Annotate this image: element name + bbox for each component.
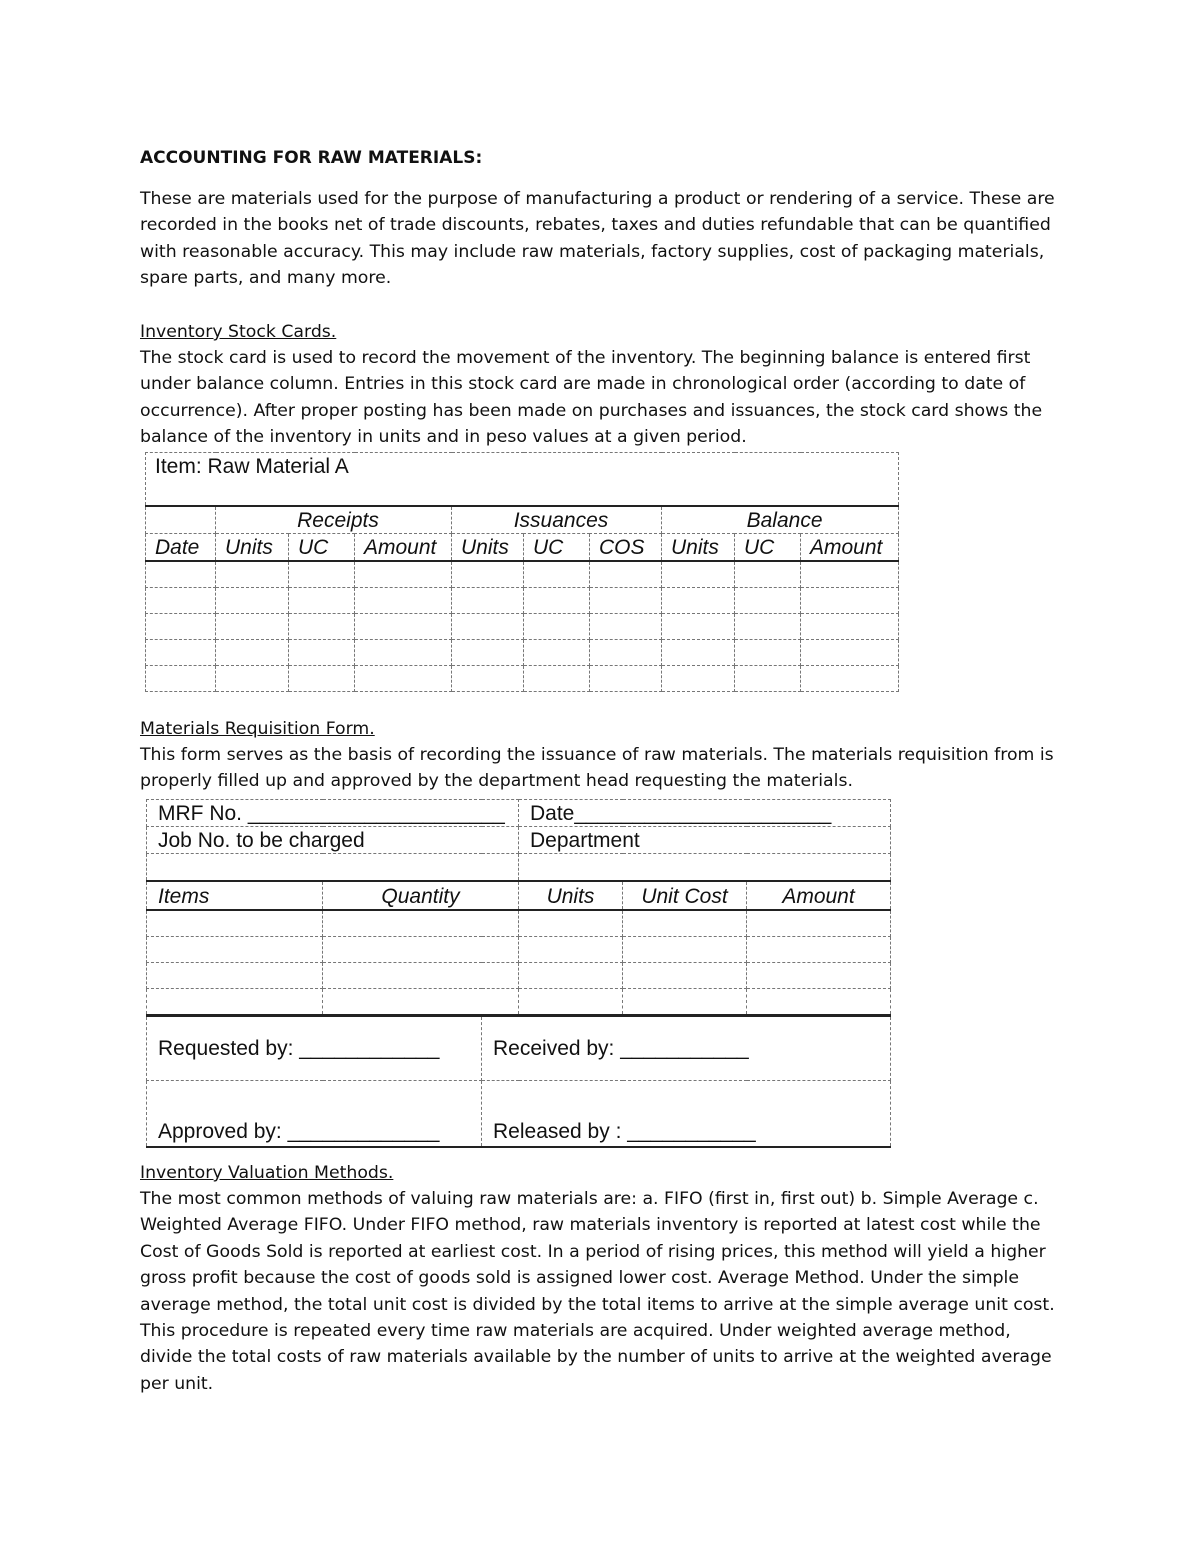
col-balance-amount: Amount <box>801 534 899 562</box>
document-title: ACCOUNTING FOR RAW MATERIALS: <box>140 148 483 168</box>
table-row <box>146 666 899 692</box>
requested-by-field: Requested by: ____________ <box>147 1016 482 1081</box>
stock-card-item-label: Item: Raw Material A <box>146 453 899 507</box>
intro-paragraph: These are materials used for the purpose of manufacturing a product or rendering of a service. These are recorded in the books net of trade discounts, rebates, taxes and duties refundable that can be quantified with reasonable accuracy. This may include raw materials, factory supplies, cost of packaging materials, spare parts, and many more. <box>140 189 1055 289</box>
department-field: Department <box>519 827 891 854</box>
col-unit-cost: Unit Cost <box>623 881 747 910</box>
mrf-blank-cell <box>519 854 891 882</box>
group-receipts: Receipts <box>216 506 452 534</box>
col-issuances-cos: COS <box>590 534 662 562</box>
table-row <box>146 561 899 588</box>
released-by-field: Released by : ___________ <box>482 1081 891 1148</box>
col-quantity: Quantity <box>323 881 519 910</box>
mrf-heading: Materials Requisition Form. <box>140 719 375 739</box>
table-row <box>146 640 899 666</box>
materials-requisition-form <box>146 799 891 1148</box>
group-issuances: Issuances <box>452 506 662 534</box>
mrf-date-field: Date______________________ <box>519 800 891 827</box>
stock-card-blank-cell <box>146 506 216 534</box>
table-row <box>147 910 891 937</box>
col-receipts-uc: UC <box>289 534 355 562</box>
valuation-heading: Inventory Valuation Methods. <box>140 1163 394 1183</box>
col-balance-uc: UC <box>735 534 801 562</box>
col-amount: Amount <box>747 881 891 910</box>
col-issuances-units: Units <box>452 534 524 562</box>
col-balance-units: Units <box>662 534 735 562</box>
col-receipts-units: Units <box>216 534 289 562</box>
stock-card-paragraph: The stock card is used to record the movement of the inventory. The beginning balance is entered first under balance column. Entries in this stock card are made in chronological order (according to date of occurrence). After proper posting has been made on purchases and issuances, the stock card shows the balance of the inventory in units and in peso values at a given period. <box>140 348 1043 448</box>
col-receipts-amount: Amount <box>355 534 452 562</box>
group-balance: Balance <box>662 506 899 534</box>
mrf-paragraph: This form serves as the basis of recording the issuance of raw materials. The materials requisition from is properly filled up and approved by the department head requesting the materials. <box>140 745 1054 792</box>
col-issuances-uc: UC <box>524 534 590 562</box>
table-row <box>146 614 899 640</box>
col-date: Date <box>146 534 216 562</box>
table-row <box>147 937 891 963</box>
received-by-field: Received by: ___________ <box>482 1016 891 1081</box>
stock-card-heading: Inventory Stock Cards. <box>140 322 337 342</box>
valuation-paragraph: The most common methods of valuing raw materials are: a. FIFO (first in, first out) b. Simple Average c. Weighted Average FIFO. Under FIFO method, raw materials inventory is reported at latest cost while the Cost of Goods Sold is reported at earliest cost. In a period of rising prices, this method will yield a higher gross profit because the cost of goods sold is assigned lower cost. Average Method. Under the simple average method, the total unit cost is divided by the total items to arrive at the simple average unit cost. This procedure is repeated every time raw materials are acquired. Under weighted average method, divide the total costs of raw materials available by the number of units to arrive at the weighted average per unit. <box>140 1189 1055 1394</box>
col-items: Items <box>147 881 323 910</box>
job-number-field: Job No. to be charged <box>147 827 519 854</box>
col-units: Units <box>519 881 623 910</box>
approved-by-field: Approved by: _____________ <box>147 1081 482 1148</box>
table-row <box>146 588 899 614</box>
table-row <box>147 989 891 1016</box>
mrf-number-field: MRF No. ______________________ <box>147 800 519 827</box>
stock-card-table <box>145 452 899 692</box>
mrf-blank-cell <box>147 854 519 882</box>
table-row <box>147 963 891 989</box>
